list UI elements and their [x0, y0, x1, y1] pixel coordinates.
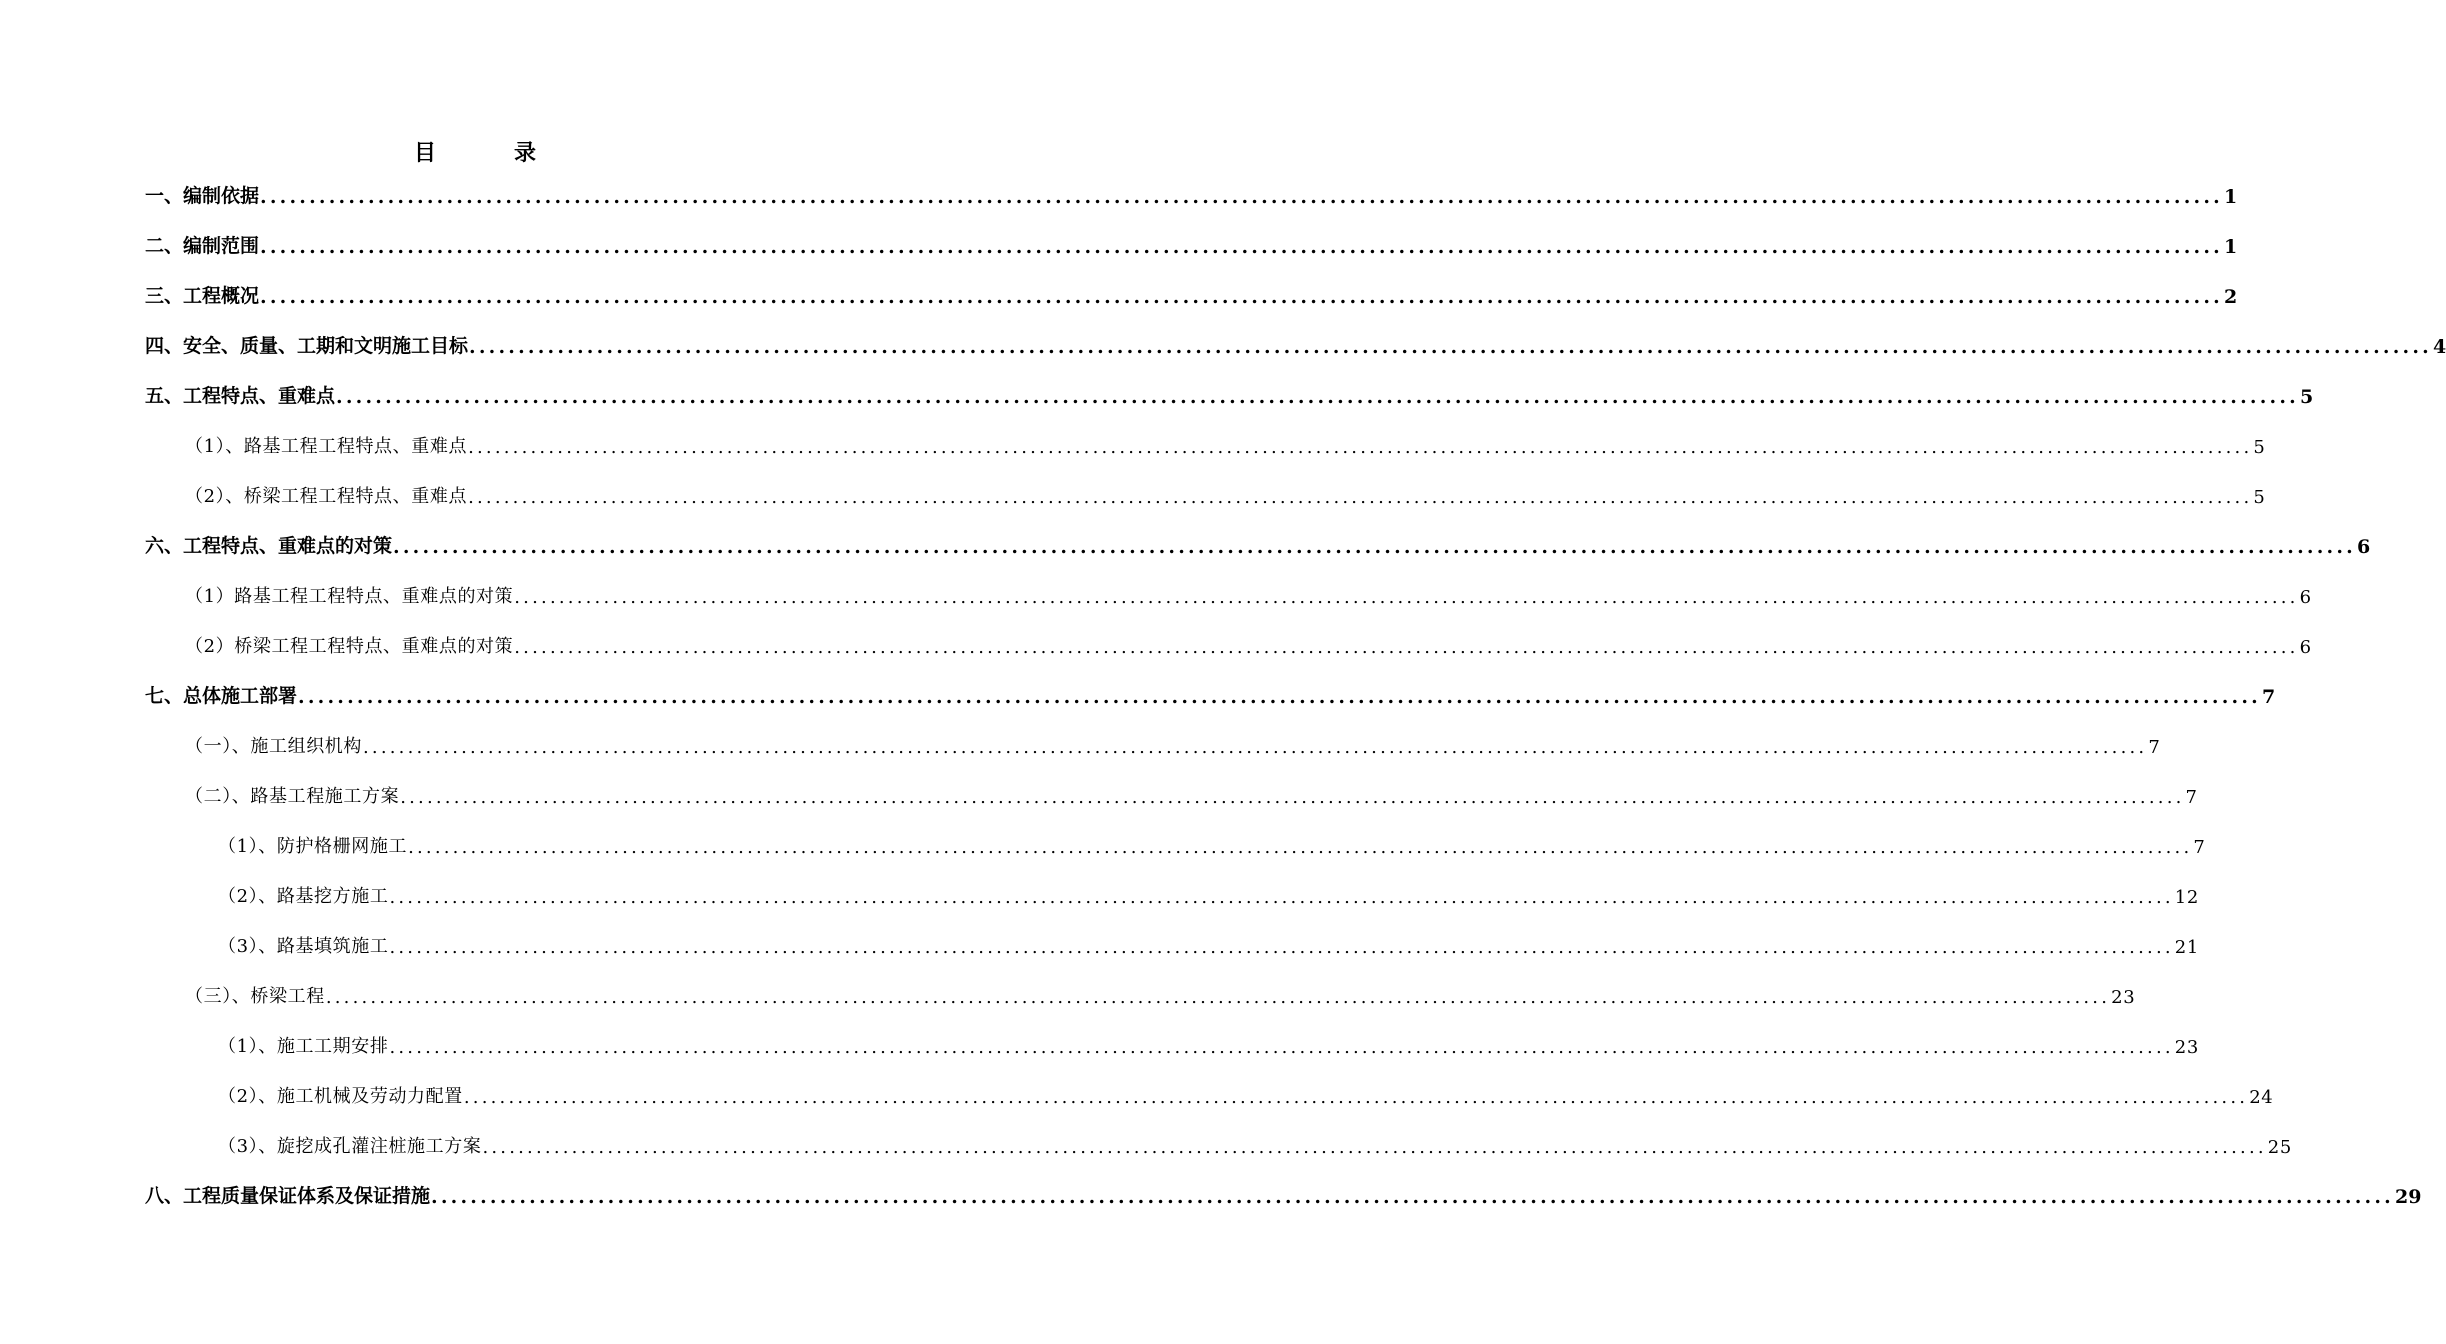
- toc-entry-page: 12: [2174, 887, 2199, 908]
- toc-entry-label: （3）、路基填筑施工: [218, 936, 389, 957]
- toc-title-right: 录: [514, 140, 537, 166]
- toc-entry-page: 24: [2249, 1087, 2274, 1108]
- toc-entry[interactable]: [218, 1078, 2274, 1108]
- dot-leader: ........................................................................................................................................................................................................: [468, 487, 2253, 508]
- toc-entry[interactable]: [145, 328, 2446, 358]
- toc-entry-label: （3）、旋挖成孔灌注桩施工方案: [218, 1136, 482, 1157]
- toc-entry-page: 6: [2299, 637, 2312, 658]
- toc-entry[interactable]: [145, 678, 2276, 708]
- toc-entry[interactable]: [218, 928, 2199, 958]
- dot-leader: ........................................................................................................................................................................................................: [298, 686, 2261, 708]
- toc-entry-label: （2）、施工机械及劳动力配置: [218, 1086, 463, 1107]
- dot-leader: ........................................................................................................................................................................................................: [336, 386, 2299, 408]
- toc-entry-page: 29: [2394, 1186, 2422, 1208]
- toc-entry-label: （三）、桥梁工程: [185, 986, 325, 1007]
- dot-leader: ........................................................................................................................................................................................................: [514, 587, 2299, 608]
- toc-entry[interactable]: [145, 528, 2371, 558]
- toc-entry-page: 5: [2299, 386, 2314, 408]
- toc-entry-label: （1）路基工程工程特点、重难点的对策: [185, 586, 514, 607]
- toc-entry[interactable]: [145, 228, 2238, 258]
- dot-leader: ........................................................................................................................................................................................................: [408, 837, 2193, 858]
- toc-entry-page: 5: [2253, 437, 2266, 458]
- toc-entry[interactable]: [218, 1028, 2199, 1058]
- toc-entry[interactable]: [185, 428, 2266, 458]
- toc-entry-label: （1）、施工工期安排: [218, 1036, 389, 1057]
- dot-leader: ........................................................................................................................................................................................................: [325, 987, 2111, 1008]
- toc-title-left: 目: [413, 140, 436, 166]
- dot-leader: ........................................................................................................................................................................................................: [260, 186, 2223, 208]
- toc-entry-page: 7: [2261, 686, 2276, 708]
- dot-leader: ........................................................................................................................................................................................................: [514, 637, 2299, 658]
- dot-leader: ........................................................................................................................................................................................................: [260, 236, 2223, 258]
- dot-leader: ........................................................................................................................................................................................................: [463, 1087, 2249, 1108]
- toc-entry-label: 六、工程特点、重难点的对策: [145, 535, 393, 557]
- toc-entry[interactable]: [218, 828, 2206, 858]
- toc-entry-page: 25: [2267, 1137, 2292, 1158]
- toc-entry-label: 七、总体施工部署: [145, 685, 298, 707]
- dot-leader: ........................................................................................................................................................................................................: [393, 536, 2356, 558]
- dot-leader: ........................................................................................................................................................................................................: [260, 286, 2223, 308]
- toc-entry-label: 四、安全、质量、工期和文明施工目标: [145, 335, 469, 357]
- toc-entry-label: （2）桥梁工程工程特点、重难点的对策: [185, 636, 514, 657]
- toc-entry-page: 6: [2356, 536, 2371, 558]
- toc-title: [0, 136, 950, 167]
- toc-entry[interactable]: [218, 1128, 2292, 1158]
- toc-entry-label: 二、编制范围: [145, 235, 260, 257]
- dot-leader: ........................................................................................................................................................................................................: [469, 336, 2432, 358]
- toc-entry-label: （2）、桥梁工程工程特点、重难点: [185, 486, 468, 507]
- toc-entry-page: 6: [2299, 587, 2312, 608]
- toc-entry-page: 7: [2193, 837, 2206, 858]
- toc-entry-page: 23: [2174, 1037, 2199, 1058]
- toc-entry-label: 三、工程概况: [145, 285, 260, 307]
- toc-entry-label: 八、工程质量保证体系及保证措施: [145, 1185, 431, 1207]
- toc-entry-label: （1）、路基工程工程特点、重难点: [185, 436, 468, 457]
- dot-leader: ........................................................................................................................................................................................................: [389, 937, 2174, 958]
- toc-entry-page: 4: [2432, 336, 2446, 358]
- toc-entry[interactable]: [145, 278, 2238, 308]
- toc-entry[interactable]: [185, 728, 2161, 758]
- toc-entry[interactable]: [145, 1178, 2422, 1208]
- toc-entry[interactable]: [218, 878, 2199, 908]
- toc-entry-page: 21: [2174, 937, 2199, 958]
- toc-entry-page: 2: [2223, 286, 2238, 308]
- toc-entry-label: （一）、施工组织机构: [185, 736, 362, 757]
- toc-entry-label: 五、工程特点、重难点: [145, 385, 336, 407]
- toc-entry-page: 1: [2223, 236, 2238, 258]
- toc-entry-page: 5: [2253, 487, 2266, 508]
- dot-leader: ........................................................................................................................................................................................................: [389, 1037, 2174, 1058]
- toc-entry-page: 1: [2223, 186, 2238, 208]
- toc-entry[interactable]: [185, 778, 2198, 808]
- toc-entry[interactable]: [185, 628, 2312, 658]
- toc-entry-page: 23: [2111, 987, 2136, 1008]
- toc-entry[interactable]: [185, 578, 2312, 608]
- dot-leader: ........................................................................................................................................................................................................: [482, 1137, 2267, 1158]
- dot-leader: ........................................................................................................................................................................................................: [389, 887, 2174, 908]
- toc-entry[interactable]: [145, 378, 2314, 408]
- dot-leader: ........................................................................................................................................................................................................: [468, 437, 2253, 458]
- toc-entry[interactable]: [145, 178, 2238, 208]
- toc-entry-label: （2）、路基挖方施工: [218, 886, 389, 907]
- dot-leader: ........................................................................................................................................................................................................: [363, 737, 2148, 758]
- toc-entry-page: 7: [2148, 737, 2161, 758]
- toc-entry-label: （二）、路基工程施工方案: [185, 786, 400, 807]
- toc-entry-label: 一、编制依据: [145, 185, 260, 207]
- dot-leader: ........................................................................................................................................................................................................: [431, 1186, 2394, 1208]
- dot-leader: ........................................................................................................................................................................................................: [400, 787, 2185, 808]
- toc-entry-page: 7: [2185, 787, 2198, 808]
- toc-entry-label: （1）、防护格栅网施工: [218, 836, 408, 857]
- toc-entry[interactable]: [185, 478, 2266, 508]
- toc-entry[interactable]: [185, 978, 2136, 1008]
